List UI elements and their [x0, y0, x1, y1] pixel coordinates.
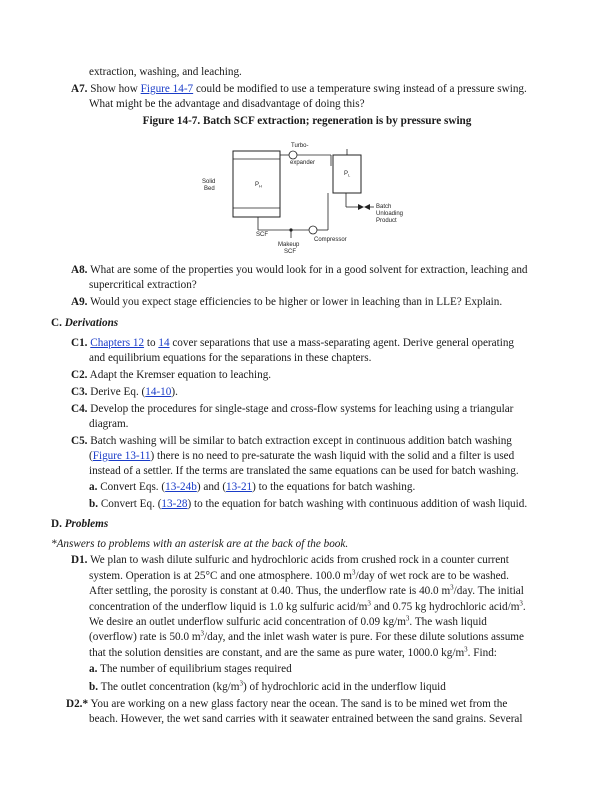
- eq-13-24b-link[interactable]: 13-24b: [165, 481, 197, 493]
- question-c1-line2: and equilibrium equations for the separations in these chapters.: [89, 352, 372, 364]
- question-c4-line2: diagram.: [89, 418, 129, 430]
- pl-label: $P_L$: [344, 171, 351, 178]
- turbo-expander-icon: [289, 151, 297, 159]
- question-d1-line5: We desire an outlet underflow sulfuric acid concentration of 0.09 $kg/m^3$. The wash liquid: [89, 614, 487, 628]
- turbo-label-2: expander: [290, 160, 316, 166]
- solid-bed-label: Solid: [202, 179, 216, 185]
- question-c5-part-a: a. Convert Eqs. (13-24b) and (13-21) to the equations for batch washing.: [89, 481, 416, 493]
- question-a7: A7. Show how Figure 14-7 could be modified to use a temperature swing instead of a pressure swing.: [71, 83, 527, 95]
- chapter-14-link[interactable]: 14: [158, 337, 170, 349]
- eq-13-21-link[interactable]: 13-21: [226, 481, 253, 493]
- question-d2-line2: beach. However, the wet sand carries with it seawater entrained between the sand grains. Several: [89, 713, 523, 725]
- question-a8-line2: supercritical extraction?: [89, 279, 197, 291]
- question-c3: C3. Derive Eq. (14-10).: [71, 386, 178, 398]
- figure-14-7-link[interactable]: Figure 14-7: [140, 83, 194, 95]
- batch-label: Batch: [376, 204, 392, 210]
- section-c-heading: C. Derivations: [51, 317, 119, 329]
- question-d1-line2: system. Operation is at 25°C and one atmosphere. 100.0 $m^3$/day of wet rock are to be washed.: [89, 568, 509, 582]
- question-d1: D1. We plan to wash dilute sulfuric and hydrochloric acids from crushed rock in a counter current: [71, 554, 509, 566]
- question-c2: C2. Adapt the Kremser equation to leaching.: [71, 369, 272, 381]
- makeup-label: Makeup: [278, 242, 300, 248]
- question-d1-line3: After settling, the porosity is constant at 0.40. Thus, the underflow rate is 40.0 $m^3$/day. The initial: [89, 583, 524, 597]
- question-c5-part-b: b. Convert Eq. (13-28) to the equation for batch washing with continuous addition of wash liquid.: [89, 498, 528, 510]
- question-d1-line4: concentration of the underflow liquid is 1.0 kg sulfuric acid/$m^3$ and 0.75 kg hydrochloric acid/$m^3$.: [89, 599, 526, 613]
- junction-icon: [289, 228, 292, 231]
- question-a9: A9. Would you expect stage efficiencies to be higher or lower in leaching than in LLE? Explain.: [71, 296, 503, 308]
- question-d1-part-a: a. The number of equilibrium stages required: [89, 663, 292, 675]
- question-a7-line2: What might be the advantage and disadvantage of doing this?: [89, 98, 365, 110]
- answers-note: *Answers to problems with an asterisk are at the back of the book.: [51, 538, 349, 550]
- question-d1-line6: (overflow) rate is 50.0 $m^3$/day, and the inlet wash water is pure. For these dilute solutions assume: [89, 629, 524, 643]
- valve-icon: [358, 204, 370, 210]
- batch-label-3: Product: [376, 218, 397, 224]
- batch-label-2: Unloading: [376, 211, 404, 217]
- question-c5-line2: (Figure 13-11) there is no need to pre-saturate the wash liquid with the solid and a filter is used: [89, 450, 515, 462]
- makeup-label-2: SCF: [284, 249, 296, 255]
- question-c1: C1. Chapters 12 to 14 cover separations that use a mass-separating agent. Derive general operating: [71, 337, 515, 349]
- question-d2: D2.* You are working on a new glass factory near the ocean. The sand is to be mined wet from the: [66, 698, 508, 710]
- chapters-12-link[interactable]: Chapters 12: [90, 337, 145, 349]
- ph-label: $P_H$: [255, 182, 262, 189]
- question-d1-part-b: b. The outlet concentration $(kg/m^3)$ of hydrochloric acid in the underflow liquid: [89, 679, 446, 693]
- question-c4: C4. Develop the procedures for single-stage and cross-flow systems for leaching using a triangular: [71, 403, 514, 415]
- solid-bed-label-2: Bed: [204, 186, 215, 192]
- eq-13-28-link[interactable]: 13-28: [161, 498, 188, 510]
- batch-scf-extraction-figure: [198, 137, 412, 260]
- question-c5: C5. Batch washing will be similar to batch extraction except in continuous addition batch washing: [71, 435, 512, 447]
- question-d1-line7: that the solution densities are constant, and are the same as pure water, 1000.0 $kg/m^3$. Find:: [89, 645, 497, 659]
- scf-label: SCF: [256, 232, 268, 238]
- section-d-heading: D. Problems: [51, 518, 109, 530]
- compressor-label: Compressor: [314, 237, 347, 243]
- question-a8: A8. What are some of the properties you would look for in a good solvent for extraction, leaching and: [71, 264, 528, 276]
- turbo-label: Turbo-: [291, 143, 309, 149]
- compressor-icon: [309, 226, 317, 234]
- question-label: A7.: [71, 83, 88, 95]
- eq-14-10-link[interactable]: 14-10: [145, 386, 172, 398]
- question-c5-line3: instead of a settler. If the terms are translated the same equations can be used for batch washing.: [89, 465, 519, 477]
- figure-caption: Figure 14-7. Batch SCF extraction; regeneration is by pressure swing: [142, 115, 472, 127]
- continued-text: extraction, washing, and leaching.: [89, 66, 242, 78]
- figure-13-11-link[interactable]: Figure 13-11: [92, 450, 151, 462]
